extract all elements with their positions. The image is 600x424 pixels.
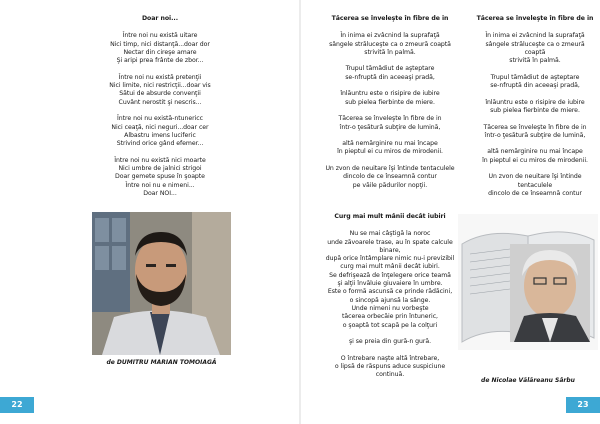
stanza-gap bbox=[305, 157, 475, 165]
poem-doar-noi bbox=[95, 15, 225, 198]
poem-line: Tăcerea se înveleşte în fibre de in bbox=[483, 123, 587, 131]
poem-line: Nici timp, nici distanţă...doar dor bbox=[110, 40, 210, 48]
poem-line: Între noi nu e nimeni... bbox=[125, 181, 195, 189]
stanza-gap bbox=[300, 330, 480, 338]
poem-line: unde zăvoarele trase, au în spate calcule bbox=[327, 238, 453, 246]
author-photo-tomoiaga bbox=[92, 212, 231, 355]
poem-line: Strivind orice gând efemer... bbox=[116, 140, 204, 148]
poem-line: se-nfruptă din aceeaşi pradă, bbox=[345, 73, 435, 81]
poem-line: Şi aripi prea frânte de zbor... bbox=[116, 57, 204, 65]
poem-title: Curg mai mult mânii decât iubiri bbox=[334, 213, 446, 220]
poem-line: Un zvon de neuitare îşi întinde bbox=[488, 173, 582, 181]
stanza-gap bbox=[470, 90, 600, 98]
poem-line: Trupul tămâdiut de aşteptare bbox=[490, 73, 580, 81]
poem-line: după orice întâmplare nimic nu-i previzibil bbox=[325, 255, 455, 263]
poem-line: se-nfruptă din aceeaşi pradă, bbox=[490, 82, 580, 90]
poem-line: Un zvon de neuitare îşi întinde tentaculele bbox=[325, 165, 455, 173]
poem-line: Sătui de absurde convenţii bbox=[119, 90, 201, 98]
poem-line: dincolo de ce înseamnă contur bbox=[488, 189, 582, 197]
poem-line: O întrebare naşte altă întrebare, bbox=[340, 354, 440, 362]
poem-line: tentaculele bbox=[517, 181, 553, 189]
poem-line: Între noi nu există nici moarte bbox=[114, 156, 206, 164]
poem-line: sângele străluceşte ca o zmeură coaptă bbox=[329, 40, 451, 48]
page-number-left: 22 bbox=[0, 397, 34, 413]
page-number-right: 23 bbox=[566, 397, 600, 413]
poem-line: În inima ei zvâcnind la suprafaţă bbox=[485, 32, 585, 40]
stanza-gap bbox=[470, 115, 600, 123]
poem-line: Nici limite, nici restricţii...doar vis bbox=[109, 82, 211, 90]
poem-line: în pieptul ei cu miros de mirodenii. bbox=[337, 148, 443, 156]
poem-curg-mai-mult bbox=[300, 213, 480, 380]
poem-line: continuă. bbox=[375, 371, 405, 379]
author-photo-sarbu bbox=[458, 214, 598, 350]
poem-line: binare, bbox=[379, 246, 401, 254]
poem-line: Nectar din cireşe amare bbox=[123, 48, 197, 56]
poem-line: sângele străluceşte ca o zmeură bbox=[485, 40, 585, 48]
stanza-gap bbox=[95, 65, 225, 73]
poem-line: Între noi nu există pretenţii bbox=[118, 73, 202, 81]
poem-line: o şoaptă tot scapă pe la colţuri bbox=[342, 321, 438, 329]
poem-line: într-o ţesătură subţire de lumină, bbox=[339, 123, 441, 131]
poem-line: o sincopă ajunsă la sânge. bbox=[349, 296, 431, 304]
poem-line: Nici ceaţă, nici neguri...doar cer bbox=[111, 123, 209, 131]
poem-line: în pieptul ei cu miros de mirodenii. bbox=[482, 156, 588, 164]
portrait-book-illustration bbox=[458, 214, 598, 350]
poem-line: altă nemărginire nu mai încape bbox=[487, 148, 583, 156]
poem-tacerea-repeat bbox=[470, 15, 600, 198]
stanza-gap bbox=[305, 132, 475, 140]
poem-line: strivită în palmă. bbox=[509, 57, 561, 65]
poem-line: pe văile pădurilor nopţii. bbox=[352, 181, 428, 189]
poem-line: strivită în palmă. bbox=[364, 48, 416, 56]
poem-line: altă nemărginire nu mai încape bbox=[342, 140, 438, 148]
poem-line: Între noi nu există-ntunericc bbox=[117, 115, 203, 123]
poem-line: Este o formă ascunsă ce prinde rădăcini, bbox=[327, 288, 453, 296]
poem-line: Albastru imens luciferic bbox=[124, 131, 196, 139]
stanza-gap bbox=[95, 148, 225, 156]
poem-line: Trupul tămâdiut de aşteptare bbox=[345, 65, 435, 73]
poem-line: coaptă bbox=[524, 48, 546, 56]
poem-line: Cuvânt nerostit şi nescris... bbox=[118, 98, 202, 106]
poem-line: într-o ţesătură subţire de lumină, bbox=[484, 131, 586, 139]
poem-line: înlăuntru este o risipire de iubire bbox=[340, 90, 440, 98]
poem-line: Între noi nu există uitare bbox=[122, 32, 198, 40]
poem-line: Doar NOI... bbox=[143, 189, 177, 197]
poem-line: Unde nimeni nu vorbeşte bbox=[351, 304, 429, 312]
poem-title: Tăcerea se înveleşte în fibre de in bbox=[476, 15, 594, 22]
poem-line: sub pielea fierbinte de miere. bbox=[345, 98, 435, 106]
stanza-gap bbox=[470, 65, 600, 73]
poem-tacerea bbox=[305, 15, 475, 190]
portrait-illustration bbox=[92, 212, 231, 355]
poem-line: Se defrişează de înţelegere orice teamă bbox=[329, 271, 451, 279]
poem-line: Nici umbre de jalnici strigoi bbox=[118, 165, 202, 173]
poem-line: Nu se mai câştigă la noroc bbox=[349, 230, 431, 238]
poem-line: sub pielea fierbinte de miere. bbox=[490, 106, 580, 114]
poem-line: şi se preia din gură-n gură. bbox=[348, 338, 432, 346]
poem-title: Tăcerea se înveleşte în fibre de in bbox=[331, 15, 449, 22]
poem-title: Doar noi... bbox=[141, 15, 179, 22]
poem-line: o lipsă de răspuns aduce suspiciune bbox=[334, 363, 446, 371]
poem-line: tăcerea orbecăie prin întuneric, bbox=[342, 313, 438, 321]
stanza-gap bbox=[300, 346, 480, 354]
author-caption-sarbu: de Nicolae Vălăreanu Sârbu bbox=[481, 377, 575, 384]
poem-line: dincolo de ce înseamnă contur bbox=[343, 173, 437, 181]
poem-line: Tăcerea se înveleşte în fibre de in bbox=[338, 115, 442, 123]
poem-line: În inima ei zvâcnind la suprafaţă bbox=[340, 32, 440, 40]
poem-line: curg mai mult mânii decât iubiri. bbox=[340, 263, 440, 271]
poem-line: înlăuntru este o risipire de iubire bbox=[485, 98, 585, 106]
poem-line: şi alţii învăluie giuvaiere în umbre. bbox=[337, 280, 443, 288]
author-caption-tomoiaga: de DUMITRU MARIAN TOMOIAGĂ bbox=[106, 359, 217, 366]
poem-line: Doar gemete spuse în şoapte bbox=[115, 173, 205, 181]
